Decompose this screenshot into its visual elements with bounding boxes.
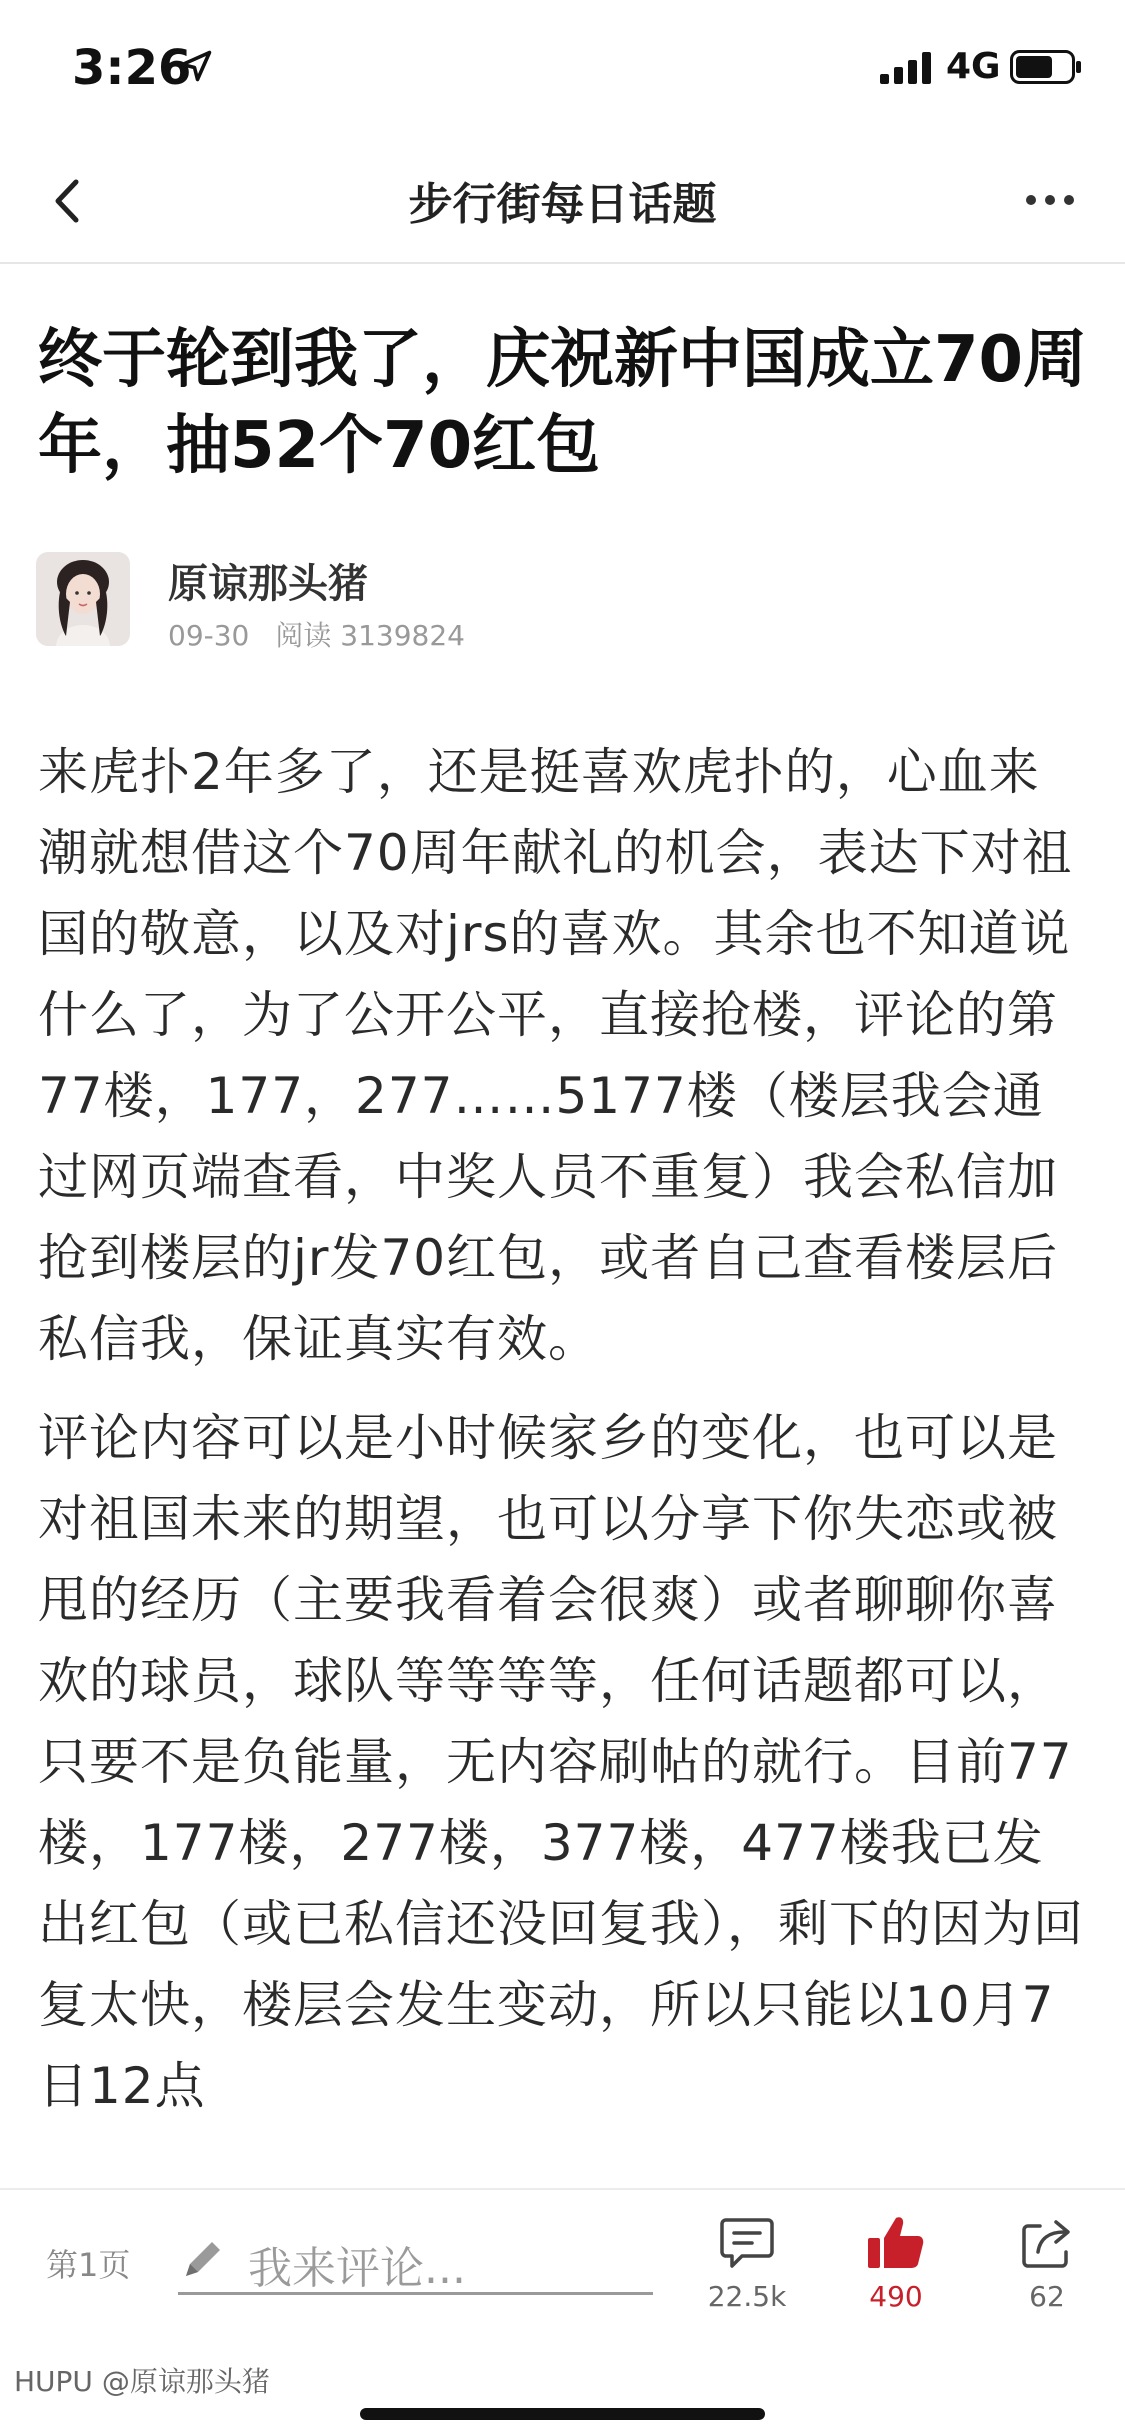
avatar[interactable] [36,552,130,646]
location-arrow-icon [178,48,214,84]
share-icon [1018,2214,1076,2272]
share-button[interactable] [992,2214,1102,2313]
more-icon[interactable] [1024,190,1076,210]
status-bar [0,0,1125,140]
shares-count: 62 [1029,2280,1065,2313]
comment-placeholder: 我来评论... [248,2243,466,2294]
post-date: 09-30 [168,619,250,652]
network-type: 4G [946,46,1001,87]
like-button[interactable] [841,2214,951,2313]
post-paragraph: 来虎扑2年多了，还是挺喜欢虎扑的，心血来潮就想借这个70周年献礼的机会，表达下对祖国的敬意，以及对jrs的喜欢。其余也不知道说什么了，为了公开公平，直接抢楼，评论的第77楼，177，277……5177楼（楼层我会通过网页端查看，中奖人员不重复）我会私信加抢到楼层的jr发70红包，或者自己查看楼层后私信我，保证真实有效。 [38,743,1073,1368]
pen-icon [178,2234,228,2284]
thumbs-up-icon [866,2214,926,2272]
post-meta [168,614,465,654]
watermark: HUPU @原谅那头猪 [14,2365,270,2398]
home-indicator[interactable] [360,2408,765,2420]
footer [0,2338,1125,2436]
nav-bar [0,140,1125,264]
comment-input[interactable] [178,2230,653,2295]
post-paragraph: 评论内容可以是小时候家乡的变化，也可以是对祖国未来的期望，也可以分享下你失恋或被甩的经历（主要我看着会很爽）或者聊聊你喜欢的球员，球队等等等等，任何话题都可以，只要不是负能量，无内容刷帖的就行。目前77楼，177楼，277楼，377楼，477楼我已发出红包（或已私信还没回复我），剩下的因为回复太快，楼层会发生变动，所以只能以10月7日12点 [38,1409,1084,2115]
page-indicator[interactable]: 第1页 [46,2246,131,2284]
bottom-action-bar [0,2188,1125,2340]
author-name[interactable]: 原谅那头猪 [168,561,368,607]
post-content[interactable] [0,262,1125,2187]
nav-title: 步行街每日话题 [408,179,717,230]
post-title: 终于轮到我了，庆祝新中国成立70周年，抽52个70红包 [38,323,1088,483]
post-body [38,732,1090,2145]
comments-count: 22.5k [707,2280,787,2313]
comment-icon [718,2214,776,2272]
post-views: 阅读 3139824 [275,619,465,652]
signal-icon [880,52,934,84]
likes-count: 490 [869,2280,923,2313]
battery-icon [1010,50,1082,84]
comments-button[interactable] [692,2214,802,2313]
status-time: 3:26 [72,40,192,96]
